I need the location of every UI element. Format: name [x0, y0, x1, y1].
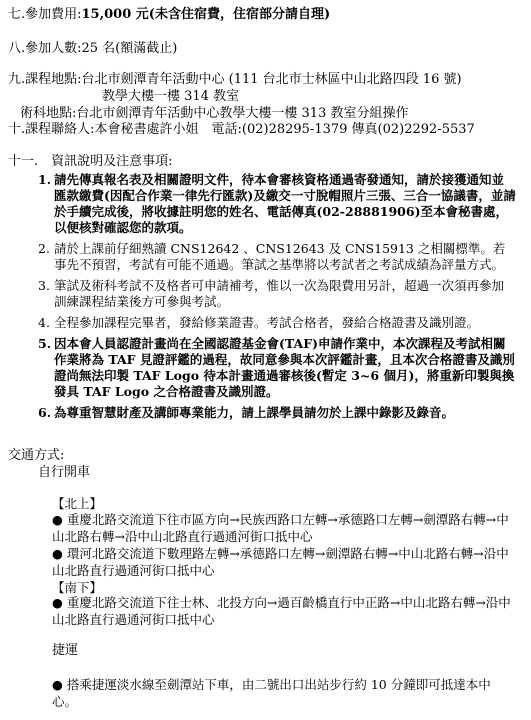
note-item [38, 278, 516, 310]
participants-line: 八.參加人數:25 名(額滿截止) [8, 41, 178, 56]
south-label: 【南下】 [52, 580, 103, 595]
note-number: 5. [38, 336, 52, 351]
transport-heading: 交通方式: [8, 448, 65, 463]
note-number: 3. [38, 278, 50, 293]
north-route-1: ● 重慶北路交流道下往市區方向→民族西路口左轉→承德路口左轉→劍潭路右轉→中山北路右轉→沿中山北路直行過通河街口抵中心 [52, 512, 509, 544]
fee-value: 15,000 元(未含住宿費，住宿部分請自理) [81, 7, 331, 22]
fee-line [8, 6, 330, 23]
location-line [8, 71, 462, 88]
note-number: 2. [38, 241, 50, 256]
skill-location-text: 台北市劍潭青年活動中心教學大樓一樓 313 教室分組操作 [76, 106, 409, 121]
north-label: 【北上】 [52, 496, 103, 511]
note-item [38, 241, 516, 273]
mrt-route: ● 搭乘捷運淡水線至劍潭站下車，由二號出口出站步行約 10 分鐘即可抵達本中心。 [52, 677, 491, 709]
fee-label: 七.參加費用: [8, 7, 82, 22]
note-text: 筆試及術科考試不及格者可申請補考，惟以一次為限費用另計，超過一次須再參加訓練課程結業後方可參與考試。 [54, 278, 505, 309]
note-number: 4. [38, 315, 50, 330]
note-item [38, 172, 516, 236]
note-text: 請先傳真報名表及相關證明文件，待本會審核資格通過寄發通知，請於接獲通知並匯款繳費(因配合作業一律先行匯款)及繳交一寸脫帽照片三張、三合一協議書，並請於手續完成後，將收據註明您的姓名、電話傳真(02-28881906)至本會秘書處，以便核對確認您的款項。 [54, 172, 516, 235]
note-item [38, 405, 516, 421]
note-item [38, 315, 516, 331]
note-number: 1. [38, 172, 52, 187]
location-label: 九.課程地點: [8, 72, 82, 87]
self-drive-label: 自行開車 [38, 465, 91, 480]
note-text: 全程參加課程完畢者，發給修業證書。考試合格者，發給合格證書及識別證。 [54, 315, 480, 330]
north-route-2: ● 環河北路交流道下數理路左轉→承德路口左轉→劍潭路右轉→中山北路右轉→沿中山北路直行過通河街口抵中心 [52, 546, 509, 578]
note-text: 因本會人員認證計畫尚在全國認證基金會(TAF)申請作業中，本次課程及考試相關作業將為 TAF 見證評鑑的過程，故同意參與本次評鑑計畫，且本次合格證書及識別證尚無法印製 TAF Logo 待本計畫通過審核後(暫定 3~6 個月)，將重新印製與換發具 TAF Logo 之合格證書及識別證。 [54, 336, 515, 399]
note-number: 6. [38, 405, 52, 420]
skill-location-label: 術科地點: [20, 106, 77, 121]
south-route-1: ● 重慶北路交流道下往士林、北投方向→過百齡橋直行中正路→中山北路右轉→沿中山北路直行過通河街口抵中心 [52, 595, 511, 627]
notes-heading: 十一. 資訊說明及注意事項: [8, 154, 173, 169]
location-building: 教學大樓一樓 314 教室 [102, 89, 240, 104]
contact-line: 十.課程聯絡人:本會秘書處許小姐 電話:(02)28295-1379 傳真(02)2292-5537 [8, 122, 475, 137]
note-text: 為尊重智慧財產及講師專業能力，請上課學員請勿於上課中錄影及錄音。 [54, 405, 455, 420]
skill-location-line [20, 105, 408, 122]
note-text: 請於上課前仔細熟讀 CNS12642 、CNS12643 及 CNS15913 之相關標準。若事先不預習，考試有可能不通過。筆試之基準將以考試者之考試成績為評量方式。 [54, 241, 506, 272]
notes-list [38, 172, 516, 426]
note-item [38, 336, 516, 400]
location-address: 台北市劍潭青年活動中心 (111 台北市士林區中山北路四段 16 號) [81, 72, 462, 87]
mrt-label: 捷運 [52, 643, 79, 658]
